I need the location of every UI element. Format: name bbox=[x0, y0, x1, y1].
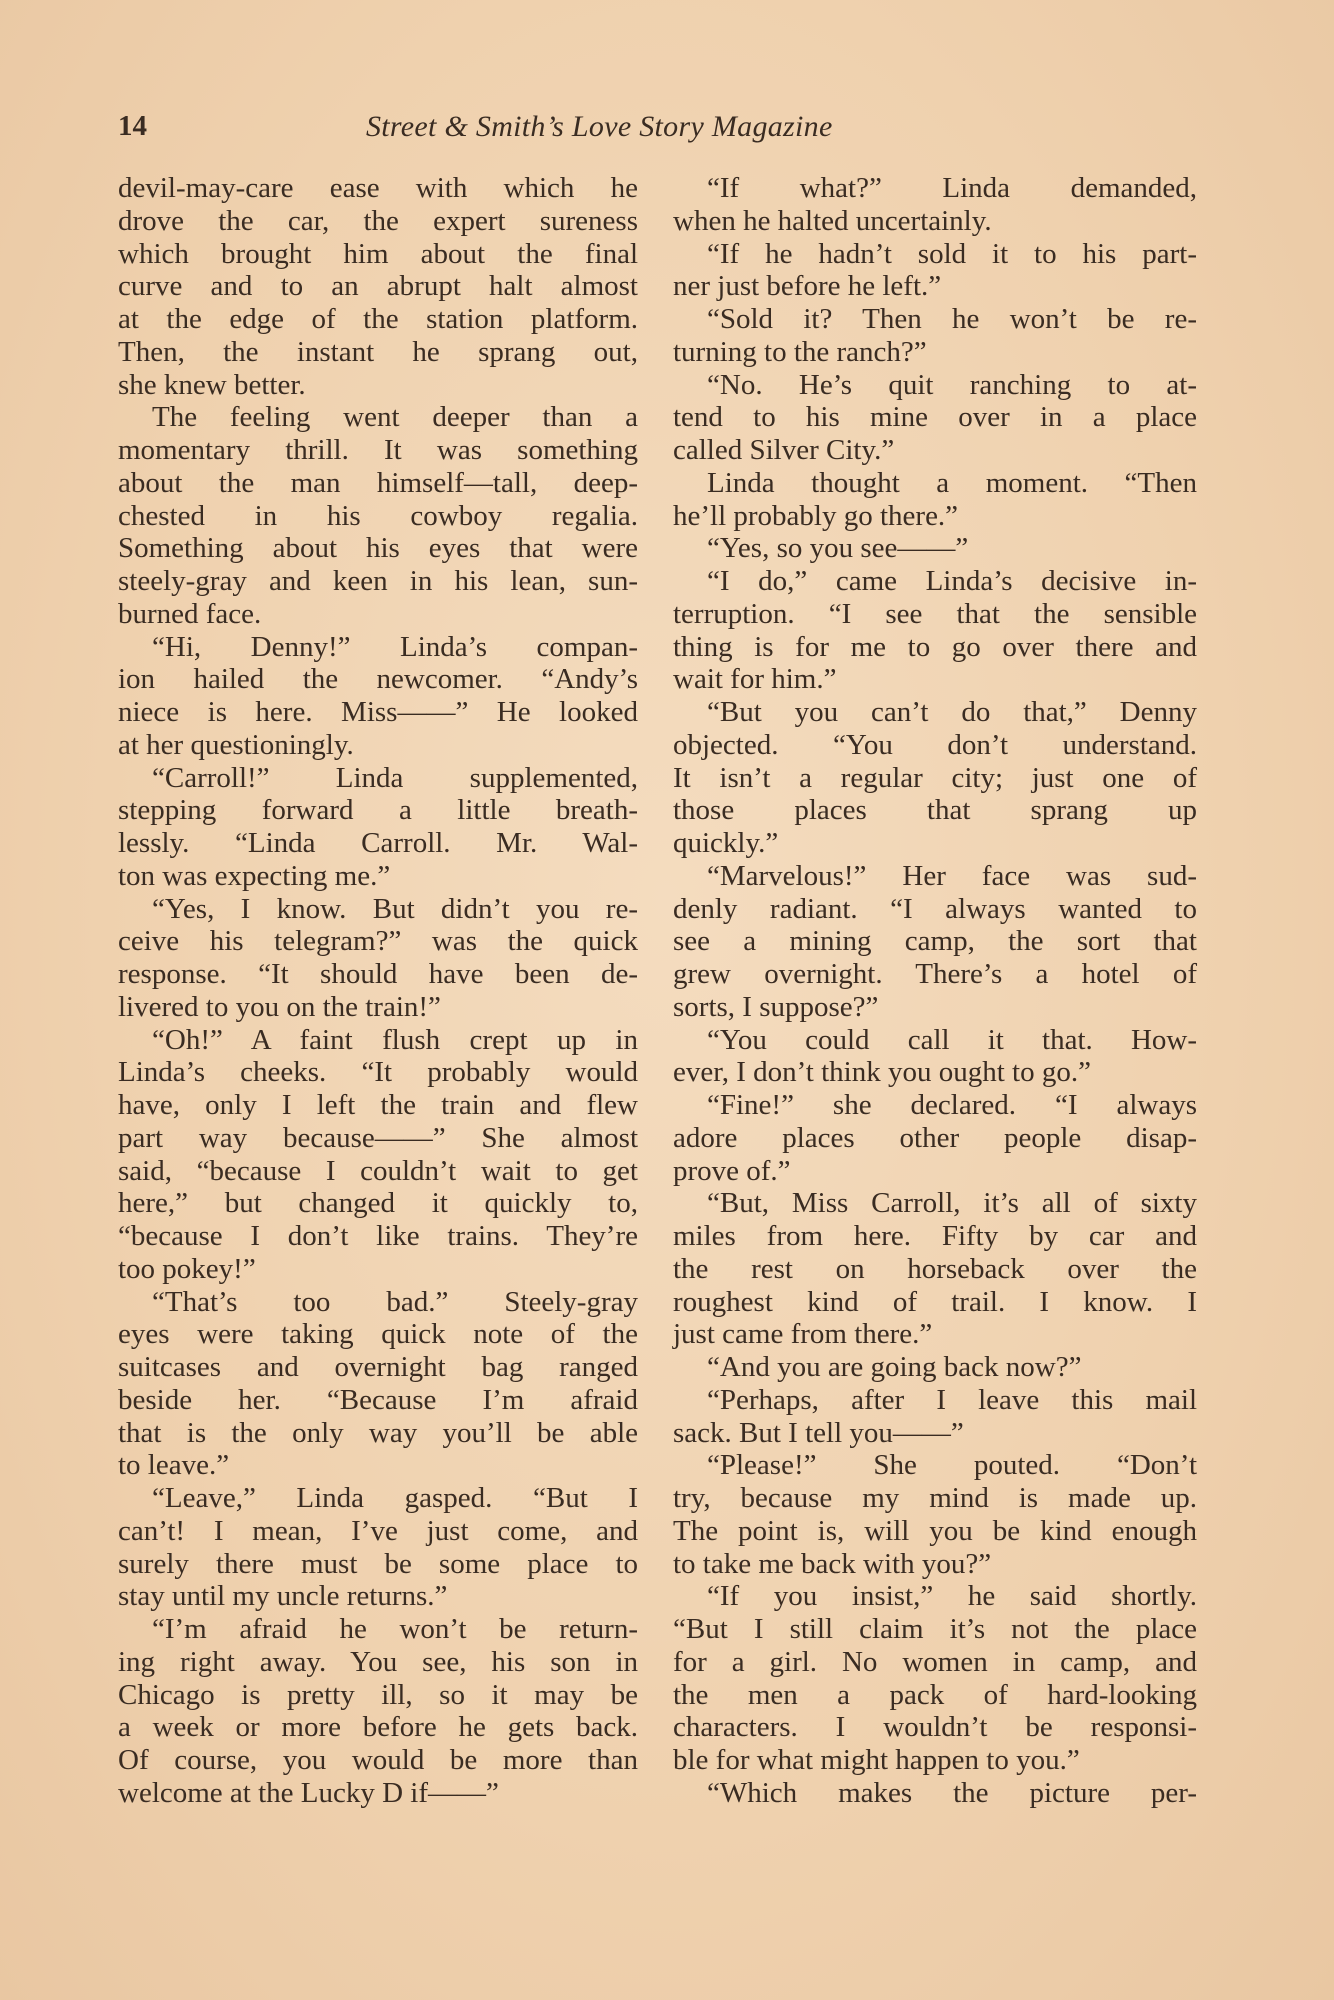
text-line: characters. I wouldn’t be responsi- bbox=[673, 1711, 1197, 1744]
text-line: about the man himself—tall, deep- bbox=[118, 466, 638, 499]
text-line: devil-may-care ease with which he bbox=[118, 172, 638, 204]
text-line: objected. “You don’t understand. bbox=[673, 728, 1197, 761]
text-line: here,” but changed it quickly to, bbox=[118, 1187, 638, 1220]
text-line: “Hi, Denny!” Linda’s compan- bbox=[152, 630, 638, 663]
text-line: “Oh!” A faint flush crept up in bbox=[152, 1023, 638, 1056]
text-line: “Carroll!” Linda supplemented, bbox=[152, 761, 638, 794]
text-line: that is the only way you’ll be able bbox=[118, 1416, 638, 1449]
text-line: when he halted uncertainly. bbox=[673, 204, 992, 237]
text-line: “Marvelous!” Her face was sud- bbox=[707, 859, 1197, 892]
text-line: “Sold it? Then he won’t be re- bbox=[707, 303, 1197, 335]
text-line: have, only I left the train and flew bbox=[118, 1089, 638, 1121]
text-line: at the edge of the station platform. bbox=[118, 303, 638, 335]
text-line: grew overnight. There’s a hotel of bbox=[673, 958, 1197, 990]
text-line: ton was expecting me.” bbox=[118, 859, 391, 892]
text-line: said, “because I couldn’t wait to get bbox=[118, 1154, 638, 1187]
text-line: ner just before he left.” bbox=[673, 270, 942, 303]
text-line: to leave.” bbox=[118, 1449, 230, 1482]
text-line: the rest on horseback over the bbox=[673, 1252, 1197, 1285]
text-line: denly radiant. “I always wanted to bbox=[673, 892, 1197, 925]
page-header bbox=[118, 110, 1198, 150]
text-line: thing is for me to go over there and bbox=[673, 630, 1197, 663]
text-line: adore places other people disap- bbox=[673, 1121, 1197, 1154]
text-line: for a girl. No women in camp, and bbox=[673, 1645, 1197, 1678]
text-line: Linda thought a moment. “Then bbox=[707, 466, 1197, 499]
text-line: “If what?” Linda demanded, bbox=[707, 172, 1197, 204]
text-line: at her questioningly. bbox=[118, 728, 354, 761]
text-line: “You could call it that. How- bbox=[707, 1023, 1197, 1056]
text-line: “But I still claim it’s not the place bbox=[673, 1613, 1197, 1645]
text-line: part way because——” She almost bbox=[118, 1121, 638, 1154]
text-line: quickly.” bbox=[673, 827, 779, 859]
text-line: momentary thrill. It was something bbox=[118, 434, 638, 466]
text-line: beside her. “Because I’m afraid bbox=[118, 1383, 638, 1416]
text-line: “Which makes the picture per- bbox=[707, 1776, 1197, 1809]
text-line: tend to his mine over in a place bbox=[673, 401, 1197, 434]
text-line: It isn’t a regular city; just one of bbox=[673, 761, 1197, 794]
text-line: chested in his cowboy regalia. bbox=[118, 499, 638, 532]
text-line: sorts, I suppose?” bbox=[673, 990, 879, 1023]
text-line: roughest kind of trail. I know. I bbox=[673, 1285, 1197, 1318]
text-line: Chicago is pretty ill, so it may be bbox=[118, 1678, 638, 1711]
running-title: Street & Smith’s Love Story Magazine bbox=[366, 110, 833, 143]
text-line: “But you can’t do that,” Denny bbox=[707, 696, 1197, 728]
text-line: suitcases and overnight bag ranged bbox=[118, 1351, 638, 1383]
text-line: welcome at the Lucky D if——” bbox=[118, 1776, 499, 1809]
left-column bbox=[118, 172, 638, 1810]
text-line: “Fine!” she declared. “I always bbox=[707, 1089, 1197, 1121]
text-line: which brought him about the final bbox=[118, 237, 638, 270]
text-line: The feeling went deeper than a bbox=[152, 401, 638, 434]
text-line: terruption. “I see that the sensible bbox=[673, 597, 1197, 630]
text-line: she knew better. bbox=[118, 368, 306, 401]
text-line: “And you are going back now?” bbox=[707, 1351, 1082, 1383]
text-line: to take me back with you?” bbox=[673, 1547, 992, 1580]
text-line: “I’m afraid he won’t be return- bbox=[152, 1613, 638, 1645]
text-line: wait for him.” bbox=[673, 663, 837, 696]
text-line: “Leave,” Linda gasped. “But I bbox=[152, 1482, 638, 1514]
text-line: Of course, you would be more than bbox=[118, 1744, 638, 1776]
text-line: miles from here. Fifty by car and bbox=[673, 1220, 1197, 1252]
text-line: Linda’s cheeks. “It probably would bbox=[118, 1056, 638, 1089]
text-line: ever, I don’t think you ought to go.” bbox=[673, 1056, 1091, 1089]
text-line: sack. But I tell you——” bbox=[673, 1416, 964, 1449]
text-line: ble for what might happen to you.” bbox=[673, 1744, 1080, 1776]
text-line: too pokey!” bbox=[118, 1252, 256, 1285]
text-line: livered to you on the train!” bbox=[118, 990, 441, 1023]
text-line: ion hailed the newcomer. “Andy’s bbox=[118, 663, 638, 696]
text-line: “Please!” She pouted. “Don’t bbox=[707, 1449, 1197, 1482]
text-line: surely there must be some place to bbox=[118, 1547, 638, 1580]
text-line: eyes were taking quick note of the bbox=[118, 1318, 638, 1351]
text-line: “Yes, so you see——” bbox=[707, 532, 969, 565]
text-line: “If he hadn’t sold it to his part- bbox=[707, 237, 1197, 270]
text-line: steely-gray and keen in his lean, sun- bbox=[118, 565, 638, 597]
text-line: niece is here. Miss——” He looked bbox=[118, 696, 638, 728]
text-line: response. “It should have been de- bbox=[118, 958, 638, 990]
text-line: “I do,” came Linda’s decisive in- bbox=[707, 565, 1197, 597]
text-line: stay until my uncle returns.” bbox=[118, 1580, 448, 1613]
text-line: just came from there.” bbox=[673, 1318, 933, 1351]
text-line: Something about his eyes that were bbox=[118, 532, 638, 565]
text-line: Then, the instant he sprang out, bbox=[118, 335, 638, 368]
text-line: The point is, will you be kind enough bbox=[673, 1514, 1197, 1547]
text-line: lessly. “Linda Carroll. Mr. Wal- bbox=[118, 827, 638, 859]
text-line: “But, Miss Carroll, it’s all of sixty bbox=[707, 1187, 1197, 1220]
page-number: 14 bbox=[118, 110, 147, 142]
text-line: the men a pack of hard-looking bbox=[673, 1678, 1197, 1711]
text-line: “because I don’t like trains. They’re bbox=[118, 1220, 638, 1252]
text-line: a week or more before he gets back. bbox=[118, 1711, 638, 1744]
text-line: curve and to an abrupt halt almost bbox=[118, 270, 638, 303]
text-line: try, because my mind is made up. bbox=[673, 1482, 1197, 1514]
text-line: turning to the ranch?” bbox=[673, 335, 927, 368]
text-line: see a mining camp, the sort that bbox=[673, 925, 1197, 958]
text-line: those places that sprang up bbox=[673, 794, 1197, 827]
text-line: ing right away. You see, his son in bbox=[118, 1645, 638, 1678]
text-line: “That’s too bad.” Steely-gray bbox=[152, 1285, 638, 1318]
text-line: “No. He’s quit ranching to at- bbox=[707, 368, 1197, 401]
text-line: can’t! I mean, I’ve just come, and bbox=[118, 1514, 638, 1547]
text-line: “Perhaps, after I leave this mail bbox=[707, 1383, 1197, 1416]
text-line: stepping forward a little breath- bbox=[118, 794, 638, 827]
text-line: “Yes, I know. But didn’t you re- bbox=[152, 892, 638, 925]
text-line: he’ll probably go there.” bbox=[673, 499, 959, 532]
text-line: prove of.” bbox=[673, 1154, 791, 1187]
text-line: ceive his telegram?” was the quick bbox=[118, 925, 638, 958]
text-line: called Silver City.” bbox=[673, 434, 895, 466]
text-line: “If you insist,” he said shortly. bbox=[707, 1580, 1197, 1613]
text-line: burned face. bbox=[118, 597, 262, 630]
text-line: drove the car, the expert sureness bbox=[118, 204, 638, 237]
right-column bbox=[673, 172, 1197, 1810]
